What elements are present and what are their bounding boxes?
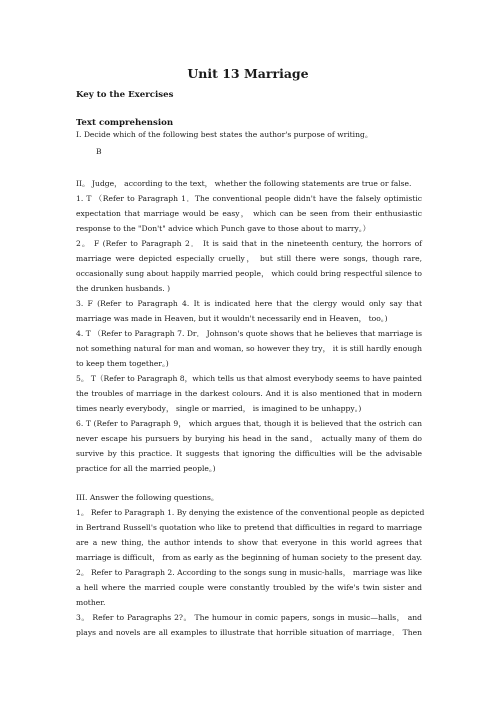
section-iii-line: 2。 Refer to Paragraph 2. According to the songs sung in music-halls， marriage was like [76, 568, 422, 577]
section-ii-line: 4. T （Refer to Paragraph 7. Dr． Johnson's quote shows that he believes that marriage is [76, 329, 422, 338]
section-ii-line: the drunken husbands. ) [76, 284, 171, 293]
section-ii-line: never escape his pursuers by burying his head in the sand， actually many of them do [76, 434, 422, 443]
section-ii-line: not something natural for man and woman, so however they try， it is still hardly enough [76, 344, 422, 353]
section-ii-line: 3. F (Refer to Paragraph 4. It is indicated here that the clergy would only say that [76, 299, 422, 308]
section-iii-line: a hell where the married couple were constantly troubled by the wife's twin sister and [76, 583, 422, 592]
section-iii-line: 1。 Refer to Paragraph 1. By denying the existence of the conventional people as depicted [76, 508, 425, 517]
section-i-answer: B [96, 147, 102, 156]
section-ii-line: 6. T (Refer to Paragraph 9， which argues that, though it is believed that the ostrich can [76, 419, 422, 428]
section-iii-line: mother. [76, 598, 106, 607]
section-iii-line: 3。 Refer to Paragraphs 2?。 The humour in comic papers, songs in music—halls， and [76, 613, 422, 622]
section-iii-header: III. Answer the following questions。 [76, 493, 219, 502]
key-heading: Key to the Exercises [76, 90, 174, 100]
section-ii-line: the troubles of marriage in the darkest colours. And it is also mentioned that in modern [76, 389, 422, 398]
section-ii-line: 1. T （Refer to Paragraph 1．The conventional people didn't have the falsely optimistic [76, 194, 422, 203]
section-ii-line: response to the "Don't" advice which Punch gave to those about to marry。） [76, 224, 371, 233]
section-i-question: I. Decide which of the following best states the author's purpose of writing。 [76, 130, 373, 139]
section-ii-line: 5。 T（Refer to Paragraph 8，which tells us that almost everybody seems to have painted [76, 374, 422, 383]
section-ii-line: 2。 F (Refer to Paragraph 2． It is said that in the nineteenth century, the horrors of [76, 239, 422, 248]
section-ii-header: II。 Judge， according to the text， whether the following statements are true or false. [76, 179, 412, 188]
section-ii-line: marriage was made in Heaven, but it wouldn't necessarily end in Heaven， too。) [76, 314, 388, 323]
section-iii-line: plays and novels are all examples to illustrate that horrible situation of marriage． Then [76, 628, 422, 637]
section-ii-line: survive by this practice. It suggests that ignoring the difficulties will be the advisable [76, 449, 422, 458]
section-ii-line: marriage were depicted especially cruelly， but still there were songs, though rare, [76, 254, 422, 263]
page-title: Unit 13 Marriage [187, 66, 309, 81]
section-heading-text-comprehension: Text comprehension [76, 118, 174, 128]
section-iii-line: marriage is difficult， from as early as the beginning of human society to the present day. [76, 553, 422, 562]
section-ii-line: occasionally sung about happily married people， which could bring respectful silence to [76, 269, 422, 278]
section-ii-line: practice for all the married people。) [76, 464, 216, 473]
section-ii-line: times nearly everybody， single or married， is imagined to be unhappy。) [76, 404, 362, 413]
section-ii-line: to keep them together。) [76, 359, 169, 368]
section-ii-line: expectation that marriage would be easy， which can be seen from their enthusiastic [76, 209, 422, 218]
section-iii-line: in Bertrand Russell's quotation who like to pretend that difficulties in regard to marriage [76, 523, 422, 532]
section-iii-line: are a new thing, the author intends to show that everyone in this world agrees that [76, 538, 422, 547]
